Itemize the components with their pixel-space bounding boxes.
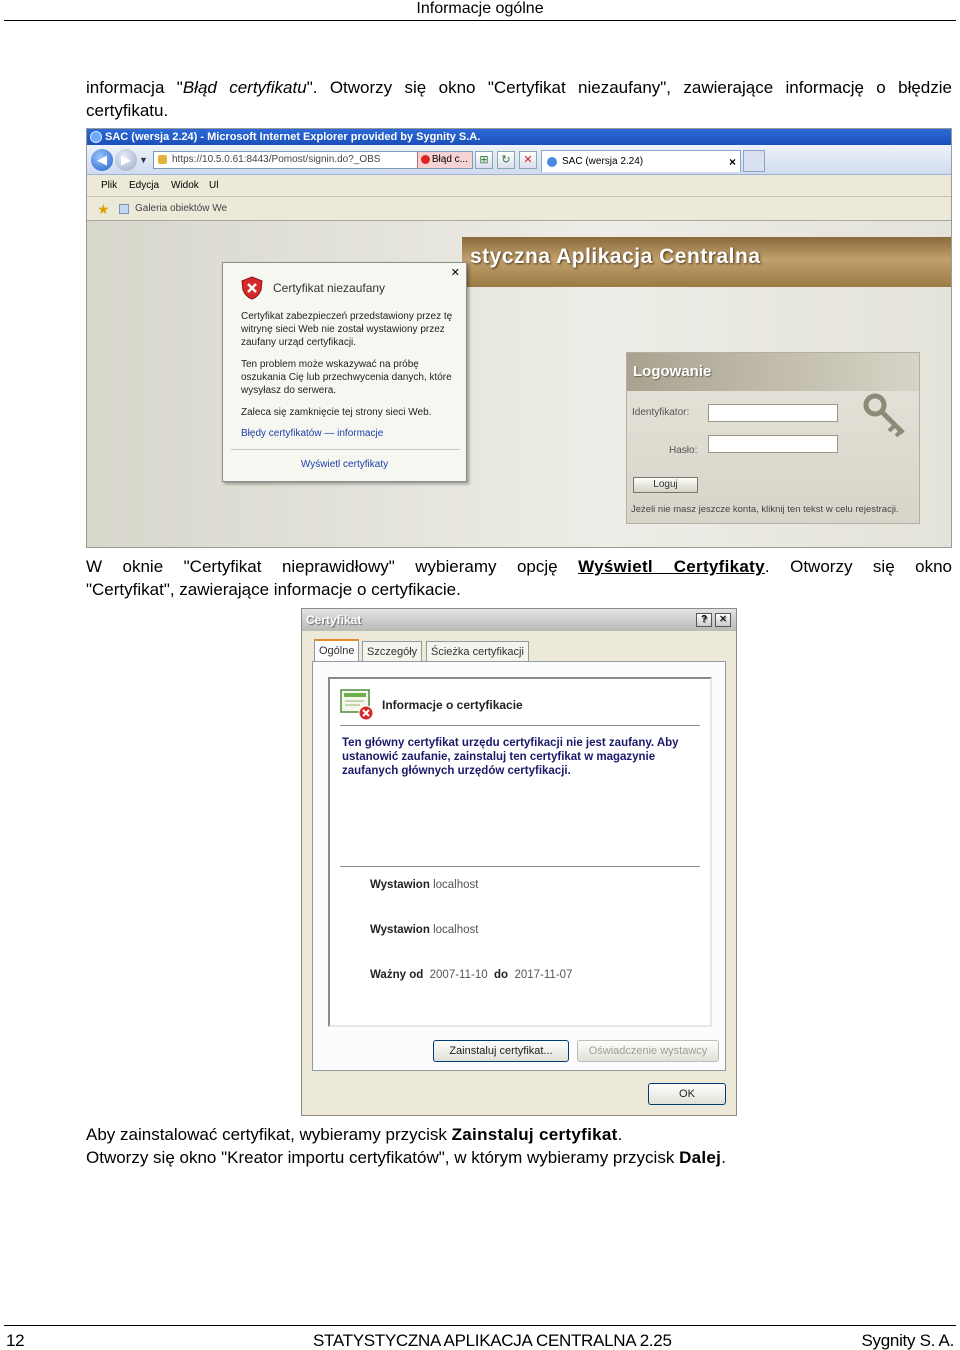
header-rule xyxy=(4,20,956,21)
browser-tab[interactable] xyxy=(541,150,741,172)
view-certificates-reference: Wyświetl Certyfikaty xyxy=(578,557,765,576)
tab-certification-path[interactable]: Ścieżka certyfikacji xyxy=(426,641,529,661)
banner-title: styczna Aplikacja Centralna xyxy=(470,245,761,268)
compatibility-icon[interactable]: ⊞ xyxy=(475,151,493,169)
middle-text: W oknie "Certyfikat nieprawidłowy" wybieramy opcję xyxy=(86,557,579,576)
browser-screenshot xyxy=(86,128,952,548)
popup-separator xyxy=(231,449,460,450)
middle-text-after: . Otworzy się okno xyxy=(764,557,953,576)
tab-title: SAC (wersja 2.24) xyxy=(562,156,644,167)
outro-text-1-after: . xyxy=(617,1125,623,1144)
info-separator-bottom xyxy=(340,866,700,868)
browser-menubar xyxy=(87,175,951,197)
outro-paragraph xyxy=(86,1123,952,1169)
forward-arrow-icon[interactable]: ▶ xyxy=(115,149,137,171)
login-title: Logowanie xyxy=(633,363,712,380)
untrusted-root-warning: Ten główny certyfikat urzędu certyfikacji nie jest zaufany. Aby ustanowić zaufanie, zainstaluj ten certyfikat w magazynie zaufanych głównych urzędów certyfikacji. xyxy=(342,737,679,777)
tab-site-icon xyxy=(547,157,557,167)
issued-to-label: Wystawion xyxy=(370,879,430,891)
footer-product-name: STATYSTYCZNA APLIKACJA CENTRALNA 2.25 xyxy=(313,1331,672,1350)
valid-to-value: 2017-11-07 xyxy=(514,969,573,981)
valid-to-label: do xyxy=(494,969,509,981)
key-icon xyxy=(859,389,911,441)
tab-close-icon[interactable]: × xyxy=(728,155,736,169)
browser-window-title: SAC (wersja 2.24) - Microsoft Internet Explorer provided by Sygnity S.A. xyxy=(105,131,481,143)
certificate-error-icon xyxy=(340,689,374,721)
login-button[interactable]: Loguj xyxy=(633,477,698,493)
popup-text-1: Certyfikat zabezpieczeń przedstawiony przez tę witrynę sieci Web nie został wystawiony przez zaufany urząd certyfikacji. xyxy=(241,311,453,348)
password-label: Hasło: xyxy=(669,445,698,456)
password-input[interactable] xyxy=(708,435,838,453)
login-header xyxy=(627,353,919,391)
favorites-star-icon[interactable]: ★ xyxy=(97,201,110,217)
shield-error-icon xyxy=(241,276,263,300)
certificate-dialog-screenshot xyxy=(301,608,737,1116)
install-certificate-button[interactable]: Zainstaluj certyfikat... xyxy=(433,1040,569,1062)
intro-text-suffix: ". Otworzy się okno "Certyfikat niezaufany", zawierające informację o błędzie xyxy=(306,78,952,97)
refresh-icon[interactable]: ↻ xyxy=(497,151,515,169)
install-certificate-reference: Zainstaluj certyfikat xyxy=(451,1125,618,1144)
identifier-input[interactable] xyxy=(708,404,838,422)
popup-text-3: Zaleca się zamknięcie tej strony sieci Web. xyxy=(241,407,432,418)
web-slice-gallery-link[interactable]: Galeria obiektów We xyxy=(135,203,228,214)
issued-by-value: localhost xyxy=(433,924,479,936)
issued-by-row xyxy=(370,924,478,936)
issued-to-row xyxy=(370,879,478,891)
middle-line-2: "Certyfikat", zawierające informacje o certyfikacie. xyxy=(86,580,461,599)
footer-company: Sygnity S. A. xyxy=(861,1331,954,1350)
menu-favorites[interactable]: Ul xyxy=(209,180,219,191)
middle-line-1 xyxy=(86,555,952,578)
ok-button[interactable]: OK xyxy=(648,1083,726,1105)
register-link[interactable]: Jeżeli nie masz jeszcze konta, kliknij ten tekst w celu rejestracji. xyxy=(631,504,899,515)
outro-line-1 xyxy=(86,1123,952,1146)
general-tab-panel xyxy=(312,661,726,1071)
certificate-errors-info-link[interactable]: Błędy certyfikatów — informacje xyxy=(241,428,384,439)
browser-navbar xyxy=(87,145,951,175)
intro-text: informacja " xyxy=(86,78,183,97)
dialog-title: Certyfikat xyxy=(306,613,362,627)
tab-general[interactable]: Ogólne xyxy=(314,639,359,662)
tab-details[interactable]: Szczegóły xyxy=(362,641,422,661)
close-icon[interactable]: ✕ xyxy=(715,613,731,627)
app-banner xyxy=(462,237,952,287)
header-title: Informacje ogólne xyxy=(416,0,544,17)
address-text: https://10.5.0.61:8443/Pomost/signin.do?_OBS xyxy=(172,154,381,165)
back-arrow-icon[interactable]: ◀ xyxy=(91,149,113,171)
valid-from-label: Ważny od xyxy=(370,969,424,981)
ie-logo-icon xyxy=(90,131,102,143)
certificate-error-badge[interactable]: Błąd c... xyxy=(417,152,472,168)
intro-italic: Błąd certyfikatu xyxy=(182,78,307,97)
intro-paragraph xyxy=(86,76,952,122)
untrusted-certificate-popup xyxy=(222,262,467,482)
lock-icon xyxy=(158,155,167,164)
footer-rule xyxy=(4,1325,956,1326)
favorites-bar xyxy=(87,197,951,221)
address-bar[interactable] xyxy=(153,151,473,169)
info-separator-top xyxy=(340,725,700,727)
popup-title: Certyfikat niezaufany xyxy=(273,281,386,295)
view-certificates-link[interactable]: Wyświetl certyfikaty xyxy=(300,459,389,470)
popup-text-2: Ten problem może wskazywać na próbę oszukania Cię lub przechwycenia danych, które wysyłasz do serwera. xyxy=(241,359,452,396)
popup-close-icon[interactable]: ✕ xyxy=(450,267,460,279)
menu-file[interactable]: Plik xyxy=(101,180,118,191)
issued-by-label: Wystawion xyxy=(370,924,430,936)
help-icon[interactable]: ? xyxy=(696,613,712,627)
web-page-content xyxy=(87,221,951,548)
valid-from-value: 2007-11-10 xyxy=(429,969,488,981)
page-number: 12 xyxy=(6,1331,25,1350)
issued-to-value: localhost xyxy=(433,879,479,891)
intro-line-1 xyxy=(86,76,952,99)
identifier-label: Identyfikator: xyxy=(632,407,690,418)
browser-titlebar xyxy=(87,129,951,145)
menu-edit[interactable]: Edycja xyxy=(129,180,160,191)
outro-line-2 xyxy=(86,1146,952,1169)
validity-row xyxy=(370,969,572,981)
intro-line-2: certyfikatu. xyxy=(86,101,169,120)
menu-view[interactable]: Widok xyxy=(171,180,199,191)
stop-icon[interactable]: ✕ xyxy=(519,151,537,169)
issuer-statement-button[interactable]: Oświadczenie wystawcy xyxy=(577,1040,719,1062)
certificate-info-title: Informacje o certyfikacie xyxy=(382,698,523,712)
login-panel xyxy=(626,352,920,524)
outro-text-1: Aby zainstalować certyfikat, wybieramy przycisk xyxy=(86,1125,452,1144)
next-button-reference: Dalej xyxy=(679,1148,722,1167)
middle-paragraph xyxy=(86,555,952,601)
certificate-info-box xyxy=(328,677,712,1027)
outro-text-2-after: . xyxy=(721,1148,726,1167)
new-tab-button[interactable] xyxy=(743,150,765,172)
history-dropdown-icon[interactable]: ▼ xyxy=(139,155,148,165)
outro-text-2: Otworzy się okno "Kreator importu certyfikatów", w którym wybieramy przycisk xyxy=(86,1148,680,1167)
certificate-dialog-titlebar xyxy=(302,609,736,631)
page-header xyxy=(0,0,960,22)
gallery-icon xyxy=(119,204,129,214)
